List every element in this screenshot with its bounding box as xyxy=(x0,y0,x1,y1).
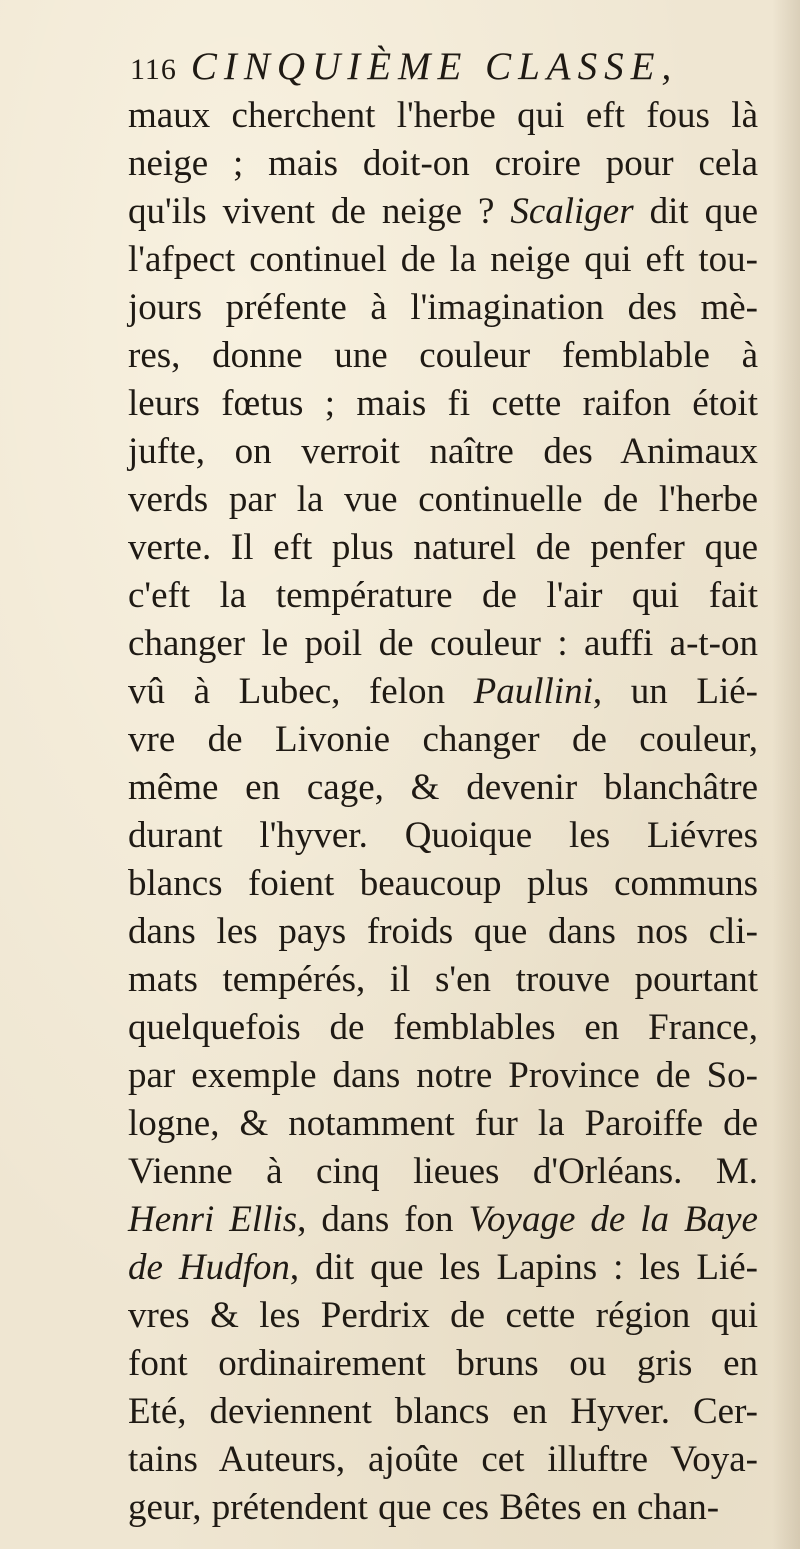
text-run: jours préfente à l'imagination des mè- xyxy=(128,287,758,328)
running-header xyxy=(130,44,690,94)
text-run: tains Auteurs, ajoûte cet illuftre Voya- xyxy=(128,1439,758,1480)
text-line xyxy=(128,956,758,1004)
text-run: geur, prétendent que ces Bêtes en chan- xyxy=(128,1487,720,1528)
text-line xyxy=(128,1340,758,1388)
text-line xyxy=(128,716,758,764)
text-run: leurs fœtus ; mais fi cette raifon étoit xyxy=(128,383,758,424)
text-run: mats tempérés, il s'en trouve pourtant xyxy=(128,959,758,1000)
text-run: vre de Livonie changer de couleur, xyxy=(128,719,758,760)
text-line xyxy=(128,1100,758,1148)
text-run: , un Lié- xyxy=(592,671,758,712)
body-text xyxy=(128,92,758,1532)
text-run: par exemple dans notre Province de So- xyxy=(128,1055,758,1096)
text-line xyxy=(128,908,758,956)
text-line xyxy=(128,860,758,908)
text-line xyxy=(128,380,758,428)
text-run: quelquefois de femblables en France, xyxy=(128,1007,758,1048)
text-line xyxy=(128,668,758,716)
text-line xyxy=(128,1148,758,1196)
text-line xyxy=(128,572,758,620)
text-line xyxy=(128,476,758,524)
italic-text: Scaliger xyxy=(510,191,634,232)
text-run: dit que xyxy=(633,191,758,232)
text-run: logne, & notamment fur la Paroiffe de xyxy=(128,1103,758,1144)
text-line xyxy=(128,236,758,284)
text-line xyxy=(128,1388,758,1436)
text-line xyxy=(128,1484,758,1532)
text-run: durant l'hyver. Quoique les Liévres xyxy=(128,815,758,856)
text-line xyxy=(128,1436,758,1484)
italic-text: Voyage de la Baye xyxy=(468,1199,758,1240)
text-line xyxy=(128,428,758,476)
text-line xyxy=(128,332,758,380)
page-number: 116 xyxy=(130,53,177,86)
text-line xyxy=(128,524,758,572)
italic-text: Henri Ellis xyxy=(128,1199,298,1240)
text-line xyxy=(128,1292,758,1340)
italic-text: de Hudfon xyxy=(128,1247,290,1288)
text-run: jufte, on verroit naître des Animaux xyxy=(128,431,758,472)
text-run: , dit que les Lapins : les Lié- xyxy=(289,1247,758,1288)
text-run: verte. Il eft plus naturel de penfer que xyxy=(128,527,758,568)
text-run: maux cherchent l'herbe qui eft fous là xyxy=(128,95,758,136)
text-line xyxy=(128,284,758,332)
text-run: vres & les Perdrix de cette région qui xyxy=(128,1295,758,1336)
text-run: Eté, deviennent blancs en Hyver. Cer- xyxy=(128,1391,758,1432)
text-line xyxy=(128,1004,758,1052)
text-run: changer le poil de couleur : auffi a-t-on xyxy=(128,623,758,664)
text-line xyxy=(128,92,758,140)
text-run: neige ; mais doit-on croire pour cela xyxy=(128,143,758,184)
text-run: res, donne une couleur femblable à xyxy=(128,335,758,376)
text-line xyxy=(128,188,758,236)
text-run: verds par la vue continuelle de l'herbe xyxy=(128,479,758,520)
text-run: font ordinairement bruns ou gris en xyxy=(128,1343,758,1384)
text-line xyxy=(128,1244,758,1292)
text-run: c'eft la température de l'air qui fait xyxy=(128,575,758,616)
text-run: , dans fon xyxy=(297,1199,469,1240)
text-run: blancs foient beaucoup plus communs xyxy=(128,863,758,904)
text-line xyxy=(128,1052,758,1100)
running-title: CINQUIÈME CLASSE, xyxy=(190,45,679,88)
text-run: vû à Lubec, felon xyxy=(128,671,474,712)
page-edge-shadow xyxy=(772,0,800,1549)
text-line xyxy=(128,140,758,188)
text-run: l'afpect continuel de la neige qui eft tou- xyxy=(128,239,758,280)
text-line xyxy=(128,620,758,668)
text-line xyxy=(128,1196,758,1244)
text-line xyxy=(128,812,758,860)
italic-text: Paullini xyxy=(473,671,593,712)
text-run: qu'ils vivent de neige ? xyxy=(128,191,511,232)
text-run: dans les pays froids que dans nos cli- xyxy=(128,911,758,952)
text-line xyxy=(128,764,758,812)
text-run: même en cage, & devenir blanchâtre xyxy=(128,767,758,808)
text-run: Vienne à cinq lieues d'Orléans. M. xyxy=(128,1151,758,1192)
